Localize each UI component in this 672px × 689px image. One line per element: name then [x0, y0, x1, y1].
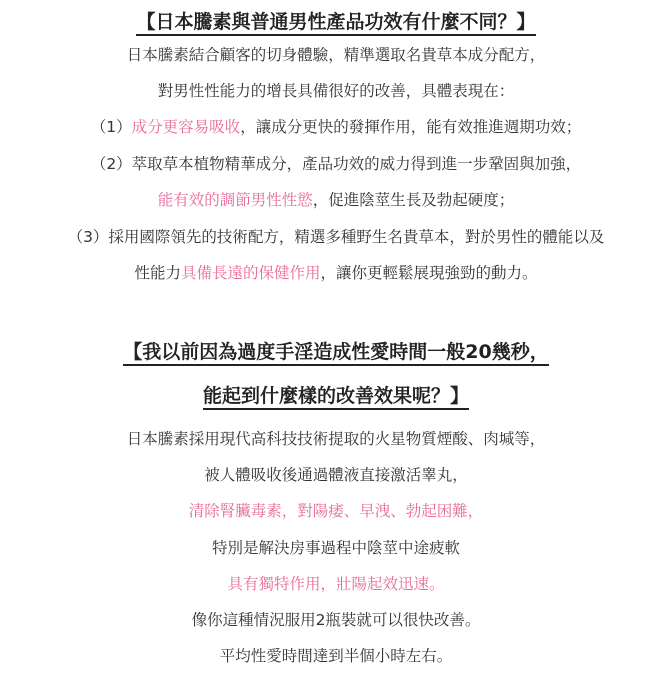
section2-heading-line-1: [0, 338, 672, 366]
section1-line-3-highlight: 成分更容易吸收: [131, 118, 241, 136]
section2-heading-line-1-text: 【我以前因為過度手淫造成性愛時間一般20幾秒，: [123, 341, 548, 366]
section1-line-7-prefix: 性能力: [134, 264, 181, 282]
section1-line-1: 日本騰素結合顧客的切身體驗，精準選取名貴草本成分配方，: [126, 46, 546, 64]
section1-line-7: [0, 262, 672, 284]
section2-line-1: 日本騰素採用現代高科技技術提取的火星物質煙酸、肉堿等，: [126, 430, 546, 448]
section1-line-5: [0, 189, 672, 211]
section1-line-2: 對男性性能力的增長具備很好的改善，具體表現在：: [157, 82, 515, 100]
section2-line-3-highlight: 清除腎臟毒素，對陽痿、早洩、勃起困難，: [188, 502, 484, 520]
section1-line-5-suffix: ，促進陰莖生長及勃起硬度；: [312, 191, 515, 209]
section2-heading-line-2: [0, 382, 672, 410]
section1-line-7-highlight: 具備長遠的保健作用: [180, 264, 321, 282]
section2-line-5-highlight: 具有獨特作用，壯陽起效迅速。: [227, 575, 445, 593]
section2-line-7: 平均性愛時間達到半個小時左右。: [219, 647, 453, 665]
section1-heading-text: 【日本騰素與普通男性產品功效有什麼不同？】: [136, 11, 535, 36]
section1-line-5-highlight: 能有效的調節男性性慾: [157, 191, 313, 209]
section1-line-6: （3）採用國際領先的技術配方，精選多種野生名貴草本，對於男性的體能以及: [67, 228, 605, 246]
section2-line-4: 特別是解決房事過程中陰莖中途疲軟: [211, 539, 460, 557]
section1-line-3-prefix: （1）: [90, 118, 132, 136]
section1-line-7-suffix: ，讓你更輕鬆展現強勁的動力。: [320, 264, 538, 282]
section1-line-3: [0, 116, 672, 138]
section1-heading: [0, 8, 672, 36]
section1-line-4: （2）萃取草本植物精華成分，產品功效的威力得到進一步鞏固與加強，: [90, 155, 582, 173]
section2-line-2: 被人體吸收後通過體液直接激活睾丸，: [204, 466, 468, 484]
section2-line-6: 像你這種情況服用2瓶裝就可以很快改善。: [191, 611, 481, 629]
section1-line-3-suffix: ，讓成分更快的發揮作用，能有效推進週期功效；: [240, 118, 582, 136]
section2-heading-line-2-text: 能起到什麼樣的改善效果呢？】: [203, 385, 469, 410]
